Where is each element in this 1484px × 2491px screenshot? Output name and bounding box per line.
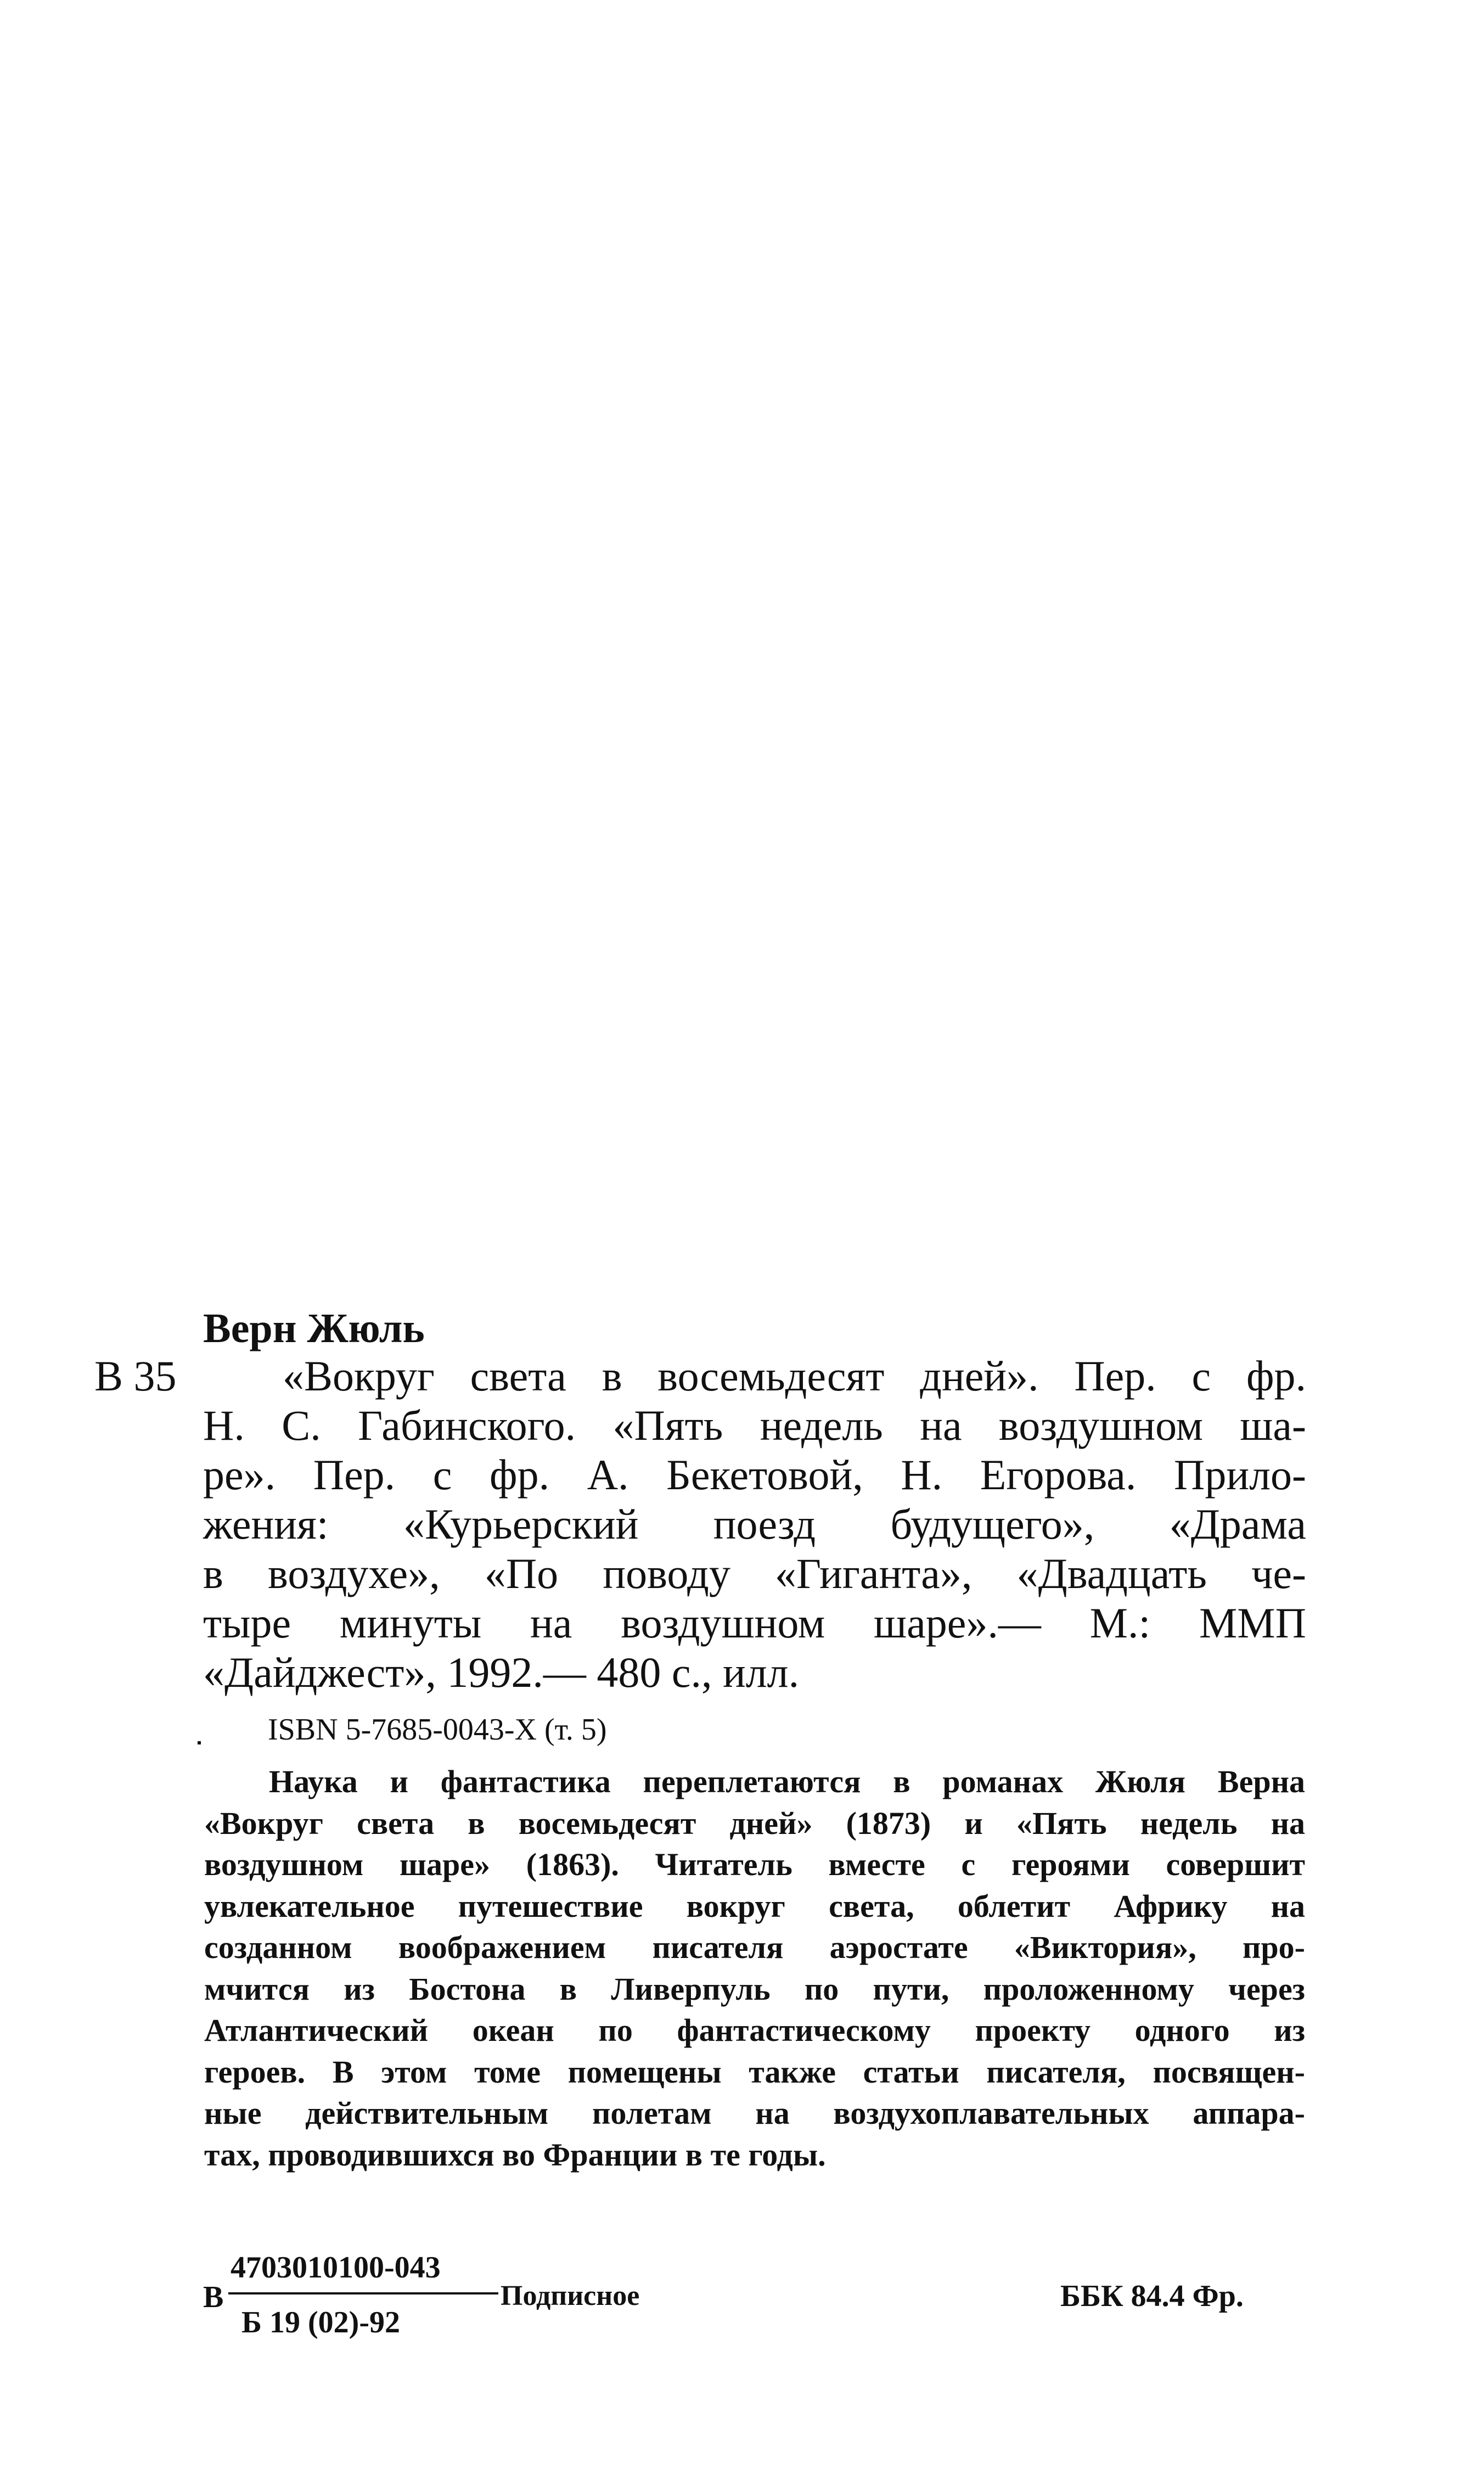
isbn-line: ISBN 5-7685-0043-X (т. 5)	[268, 1713, 607, 1747]
imprint-letter: В	[203, 2280, 224, 2314]
fraction-rule	[228, 2292, 498, 2294]
bibliographic-line: Н. С. Габинского. «Пять недель на воздушном ша-	[203, 1401, 1306, 1449]
bibliographic-line: ре». Пер. с фр. А. Бекетовой, Н. Егорова. Прило-	[203, 1451, 1306, 1499]
annotation-line: Атлантический океан по фантастическому проекту одного из	[204, 2012, 1305, 2048]
author-heading: Верн Жюль	[203, 1305, 425, 1351]
bibliographic-line: в воздухе», «По поводу «Гиганта», «Двадцать че-	[203, 1550, 1306, 1597]
print-dot-mark	[198, 1741, 201, 1744]
annotation-line: героев. В этом томе помещены также статьи писателя, посвящен-	[204, 2054, 1305, 2090]
annotation-line: созданном воображением писателя аэростате «Виктория», про-	[204, 1929, 1305, 1965]
bibliographic-description	[203, 1351, 1306, 1697]
imprint-denominator: Б 19 (02)-92	[241, 2305, 400, 2339]
bibliographic-line: «Дайджест», 1992.— 480 с., илл.	[203, 1648, 800, 1696]
bibliographic-line: тыре минуты на воздушном шаре».— М.: ММП	[203, 1599, 1306, 1647]
annotation-line: Наука и фантастика переплетаются в романах Жюля Верна	[269, 1764, 1305, 1799]
subscription-label: Подписное	[501, 2280, 640, 2312]
annotation-line: тах, проводившихся во Франции в те годы.	[204, 2136, 826, 2173]
bibliographic-line: «Вокруг света в восемьдесят дней». Пер. с фр.	[283, 1352, 1306, 1400]
imprint-numerator: 4703010100-043	[231, 2251, 441, 2285]
bbk-code: ББК 84.4 Фр.	[1060, 2279, 1244, 2313]
annotation-line: мчится из Бостона в Ливерпуль по пути, проложенному через	[204, 1971, 1305, 2007]
annotation	[204, 1761, 1305, 2175]
annotation-line: «Вокруг света в восемьдесят дней» (1873) и «Пять недель на	[204, 1805, 1305, 1841]
annotation-line: воздушном шаре» (1863). Читатель вместе с героями совершит	[204, 1847, 1305, 1882]
catalog-index: В 35	[94, 1352, 177, 1400]
bibliographic-line: жения: «Курьерский поезд будущего», «Драма	[203, 1500, 1306, 1548]
annotation-line: ные действительным полетам на воздухоплавательных аппара-	[204, 2095, 1305, 2131]
annotation-line: увлекательное путешествие вокруг света, облетит Африку на	[204, 1888, 1305, 1924]
